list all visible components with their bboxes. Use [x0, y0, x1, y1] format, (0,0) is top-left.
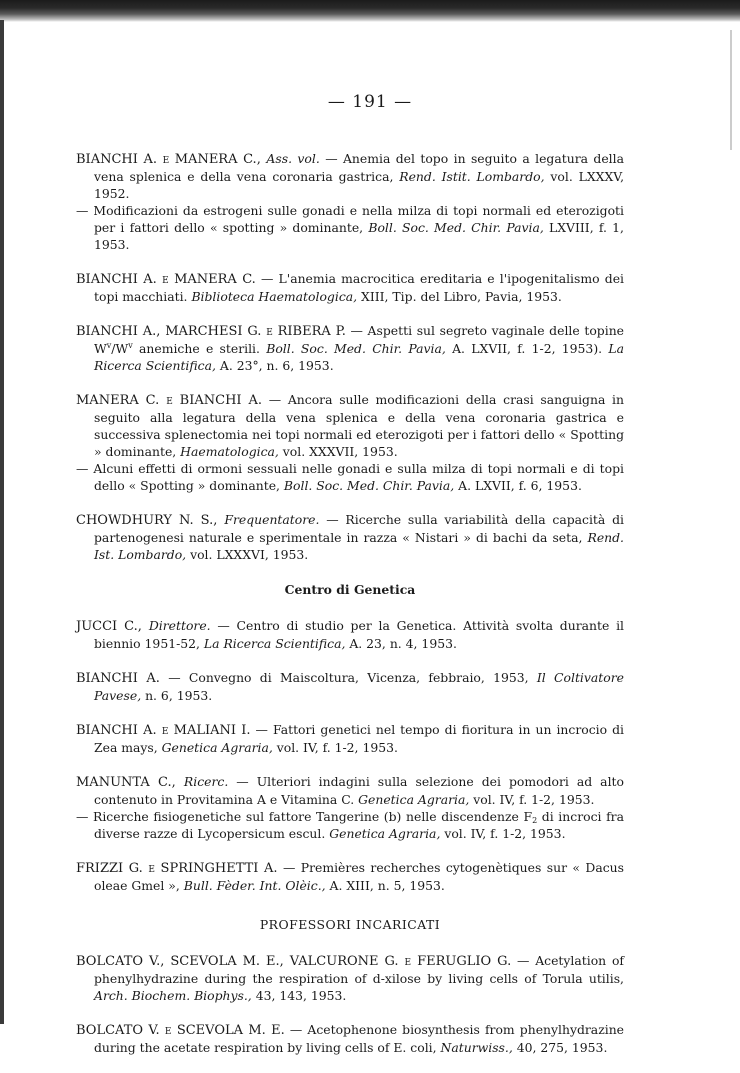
citation-text: A. XIII, n. 5, 1953.: [325, 878, 445, 893]
bibliography: [76, 150, 624, 1073]
italic-text: Boll. Soc. Med. Chir. Pavia,: [368, 220, 544, 235]
citation-text: — L'anemia macrocitica ereditaria e l'ipogenitalismo dei topi macchiati.: [94, 271, 624, 304]
citation-text: — Aspetti sul segreto vaginale delle topine W: [94, 323, 625, 356]
citation-text: A. LXVII, f. 6, 1953.: [454, 478, 582, 493]
italic-text: Boll. Soc. Med. Chir. Pavia,: [266, 341, 446, 356]
scan-shadow-top: [0, 0, 740, 22]
citation-text: vol. IV, f. 1-2, 1953.: [469, 792, 595, 807]
italic-text: Il Coltivatore Pavese,: [94, 670, 624, 703]
citation-text: v: [128, 340, 133, 350]
page-number: — 191 —: [327, 92, 413, 112]
italic-text: Ass. vol.: [266, 151, 320, 166]
citation-text: — Ancora sulle modificazioni della crasi sanguigna in seguito alla legatura della vena splenica e della vena coronaria gastrica e successiva splenectomia nei topi normali ed eterozigoti per i fattori dello « Spotting » dominante,: [94, 392, 624, 459]
citation: [76, 808, 624, 842]
citation-text: — Convegno di Maiscoltura, Vicenza, febbraio, 1953,: [159, 670, 537, 685]
italic-text: Frequentatore.: [224, 512, 320, 527]
author-names: BIANCHI A. e MANERA C.: [76, 272, 256, 287]
citation-text: — Anemia del topo in seguito a legatura della vena splenica e della vena coronaria gastrica,: [94, 151, 624, 184]
italic-text: Genetica Agraria,: [161, 740, 273, 755]
citation-text: 43, 143, 1953.: [251, 988, 347, 1003]
citation-text: A. 23°, n. 6, 1953.: [215, 358, 334, 373]
bibliography-entry: [76, 773, 624, 842]
citation-text: n. 6, 1953.: [141, 688, 213, 703]
scan-mark-right: [730, 30, 732, 150]
italic-text: Haematologica,: [180, 444, 279, 459]
bibliography-entry: [76, 617, 624, 652]
citation: [76, 150, 624, 202]
bibliography-entry: [76, 669, 624, 704]
citation: [76, 460, 624, 494]
citation-text: 40, 275, 1953.: [512, 1040, 608, 1055]
author-names: BOLCATO V., SCEVOLA M. E., VALCURONE G. e FERUGLIO G.: [76, 954, 512, 969]
citation: [76, 1021, 624, 1056]
citation-text: vol. LXXXVI, 1953.: [186, 547, 309, 562]
italic-text: La Ricerca Scientifica,: [94, 341, 624, 373]
author-names: BOLCATO V. e SCEVOLA M. E.: [76, 1023, 285, 1038]
citation: [76, 952, 624, 1004]
citation-text: vol. XXXVII, 1953.: [278, 444, 398, 459]
bibliography-entry: [76, 721, 624, 756]
author-names: FRIZZI G. e SPRINGHETTI A.: [76, 861, 278, 876]
citation: [76, 202, 624, 253]
citation-text: v: [106, 340, 112, 350]
citation: [76, 322, 624, 374]
italic-text: Genetica Agraria,: [329, 826, 441, 841]
citation-text: A. 23, n. 4, 1953.: [345, 636, 457, 651]
italic-text: Ricerc.: [183, 774, 229, 789]
section-heading: Centro di Genetica: [284, 582, 416, 597]
author-names: BIANCHI A. e MANERA C.,: [76, 152, 267, 167]
citation-text: LXVIII, f. 1, 1953.: [94, 220, 624, 252]
author-names: JUCCI C.,: [76, 619, 149, 634]
italic-text: Rend. Ist. Lombardo,: [94, 530, 624, 562]
citation-text: — Ricerche fisiogenetiche sul fattore Tangerine (b) nelle discendenze F: [76, 809, 533, 824]
bibliography-entry: [76, 270, 624, 305]
author-names: BIANCHI A. e MALIANI I.: [76, 723, 251, 738]
bibliography-entry: [76, 859, 624, 894]
citation: [76, 617, 624, 652]
italic-text: Arch. Biochem. Biophys.,: [94, 988, 252, 1003]
citation-text: A. LXVII, f. 1-2, 1953).: [445, 341, 609, 356]
citation-text: /W: [111, 341, 129, 356]
section-heading: PROFESSORI INCARICATI: [259, 917, 441, 932]
citation-text: — Ricerche sulla variabilità della capacità di partenogenesi naturale e sperimentale in razza « Nistari » di bachi da seta,: [94, 512, 624, 545]
italic-text: Naturwiss.,: [440, 1040, 513, 1055]
citation: [76, 511, 624, 563]
citation-text: vol. IV, f. 1-2, 1953.: [440, 826, 566, 841]
citation-text: vol. IV, f. 1-2, 1953.: [272, 740, 398, 755]
citation: [76, 669, 624, 704]
bibliography-entry: [76, 952, 624, 1004]
citation-text: — Alcuni effetti di ormoni sessuali nelle gonadi e sulla milza di topi normali e di topi dello « Spotting » dominante,: [76, 461, 624, 493]
citation-text: — Premières recherches cytogenètiques sur « Dacus oleae Gmel »,: [94, 860, 625, 893]
citation-text: — Acetylation of phenylhydrazine during the respiration of d-xilose by living cells of Torula utilis,: [94, 953, 624, 986]
bibliography-entry: [76, 1021, 624, 1056]
italic-text: Biblioteca Haematologica,: [191, 289, 358, 304]
citation-text: 2: [532, 816, 538, 825]
citation-text: anemiche e sterili.: [132, 341, 267, 356]
bibliography-entry: [76, 322, 624, 374]
citation-text: — Ulteriori indagini sulla selezione dei pomodori ad alto contenuto in Provitamina A e Vitamina C.: [94, 774, 624, 807]
author-names: MANUNTA C.,: [76, 775, 184, 790]
italic-text: Rend. Istit. Lombardo,: [399, 169, 545, 184]
citation: [76, 721, 624, 756]
italic-text: Boll. Soc. Med. Chir. Pavia,: [283, 478, 455, 493]
bibliography-entry: [76, 511, 624, 563]
citation-text: di incroci fra diverse razze di Lycopersicum escul.: [94, 809, 624, 841]
citation: [76, 773, 624, 808]
author-names: MANERA C. e BIANCHI A.: [76, 393, 262, 408]
citation-text: — Fattori genetici nel tempo di fioritura in un incrocio di Zea mays,: [94, 722, 625, 755]
italic-text: La Ricerca Scientifica,: [203, 636, 346, 651]
italic-text: Direttore.: [148, 618, 211, 633]
bibliography-entry: [76, 150, 624, 253]
italic-text: Genetica Agraria,: [358, 792, 470, 807]
citation-text: vol. LXXXV, 1952.: [94, 169, 625, 201]
author-names: BIANCHI A.: [76, 671, 160, 686]
citation-text: — Centro di studio per la Genetica. Attività svolta durante il biennio 1951-52,: [94, 618, 624, 651]
citation-text: XIII, Tip. del Libro, Pavia, 1953.: [357, 289, 562, 304]
scan-shadow-left: [0, 20, 4, 1024]
citation-text: — Modificazioni da estrogeni sulle gonadi e nella milza di topi normali ed eterozigoti per i fattori dello « spotting » dominante,: [76, 203, 624, 235]
italic-text: Bull. Fèder. Int. Olèic.,: [183, 878, 326, 893]
citation: [76, 859, 624, 894]
citation-text: — Acetophenone biosynthesis from phenylhydrazine during the acetate respiration by living cells of E. coli,: [94, 1022, 625, 1055]
bibliography-entry: [76, 391, 624, 494]
citation: [76, 391, 624, 460]
author-names: CHOWDHURY N. S.,: [76, 513, 225, 528]
citation: [76, 270, 624, 305]
author-names: BIANCHI A., MARCHESI G. e RIBERA P.: [76, 324, 346, 339]
